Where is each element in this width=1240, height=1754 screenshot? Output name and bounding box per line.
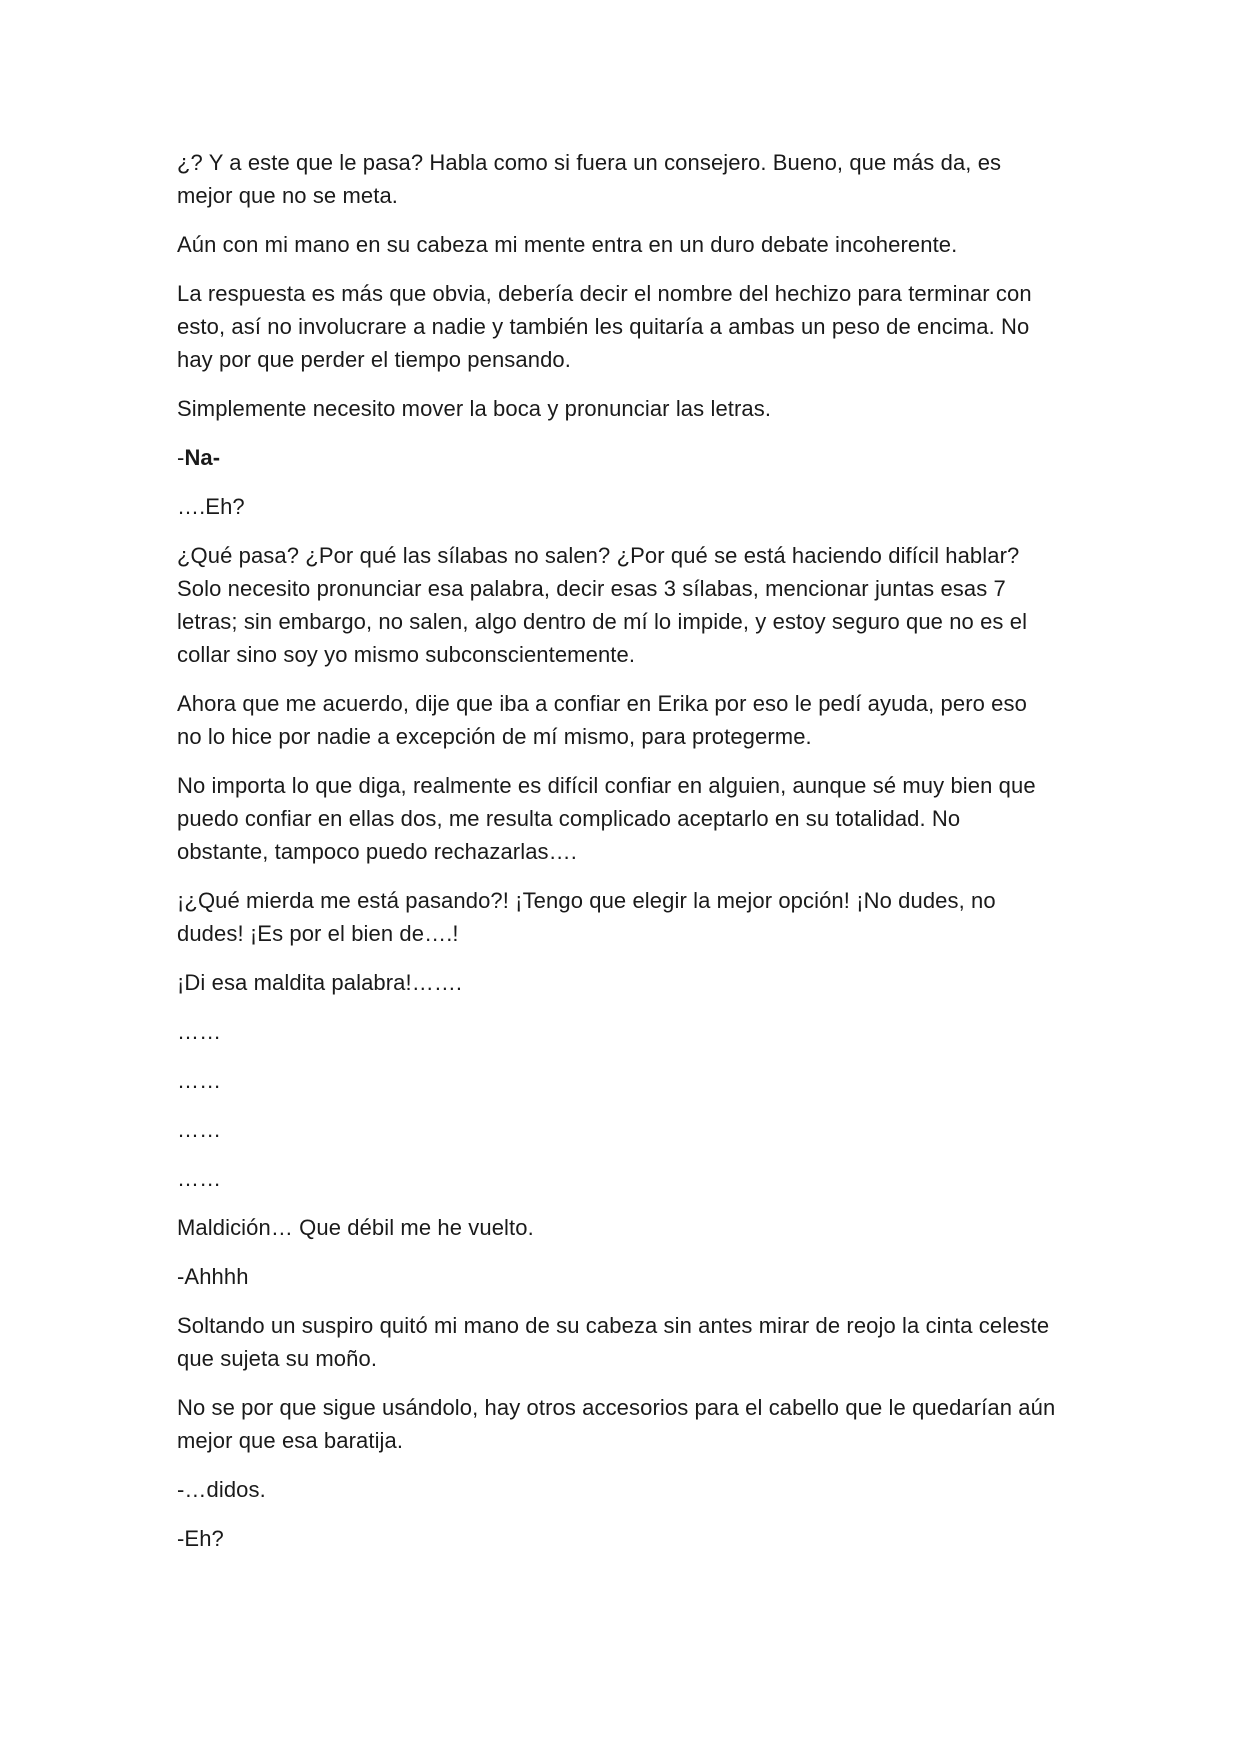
dialogue-line bbox=[177, 441, 1057, 474]
ellipsis-line: …… bbox=[177, 1068, 222, 1093]
paragraph: Soltando un suspiro quitó mi mano de su cabeza sin antes mirar de reojo la cinta celeste que sujeta su moño. bbox=[177, 1313, 1050, 1371]
paragraph: La respuesta es más que obvia, debería decir el nombre del hechizo para terminar con esto, así no involucrare a nadie y también les quitaría a ambas un peso de encima. No hay por que perder el tiempo pensando. bbox=[177, 281, 1032, 372]
document-body bbox=[177, 146, 1057, 1571]
paragraph: ¡¿Qué mierda me está pasando?! ¡Tengo que elegir la mejor opción! ¡No dudes, no dudes! ¡Es por el bien de….! bbox=[177, 888, 996, 946]
dialogue-line: -Ahhhh bbox=[177, 1264, 249, 1289]
paragraph: ¡Di esa maldita palabra!……. bbox=[177, 970, 463, 995]
ellipsis-line: …… bbox=[177, 1019, 222, 1044]
paragraph: No se por que sigue usándolo, hay otros accesorios para el cabello que le quedarían aún mejor que esa baratija. bbox=[177, 1395, 1056, 1453]
paragraph: Ahora que me acuerdo, dije que iba a confiar en Erika por eso le pedí ayuda, pero eso no lo hice por nadie a excepción de mí mismo, para protegerme. bbox=[177, 691, 1027, 749]
paragraph: Maldición… Que débil me he vuelto. bbox=[177, 1215, 534, 1240]
dialogue-line: -…didos. bbox=[177, 1477, 266, 1502]
dash-prefix: - bbox=[177, 445, 185, 470]
paragraph: ¿? Y a este que le pasa? Habla como si fuera un consejero. Bueno, que más da, es mejor que no se meta. bbox=[177, 150, 1002, 208]
dialogue-line: -Eh? bbox=[177, 1526, 224, 1551]
paragraph: No importa lo que diga, realmente es difícil confiar en alguien, aunque sé muy bien que puedo confiar en ellas dos, me resulta complicado aceptarlo en su totalidad. No obstante, tampoco puedo rechazarlas…. bbox=[177, 773, 1036, 864]
paragraph: Aún con mi mano en su cabeza mi mente entra en un duro debate incoherente. bbox=[177, 232, 958, 257]
bold-dialogue: Na- bbox=[184, 445, 221, 470]
ellipsis-line: …… bbox=[177, 1117, 222, 1142]
ellipsis-line: …… bbox=[177, 1166, 222, 1191]
paragraph: ¿Qué pasa? ¿Por qué las sílabas no salen? ¿Por qué se está haciendo difícil hablar? Solo necesito pronunciar esa palabra, decir esas 3 sílabas, mencionar juntas esas 7 letras; sin embargo, no salen, algo dentro de mí lo impide, y estoy seguro que no es el collar sino soy yo mismo subconscientemente. bbox=[177, 543, 1028, 667]
paragraph: Simplemente necesito mover la boca y pronunciar las letras. bbox=[177, 396, 772, 421]
paragraph: ….Eh? bbox=[177, 494, 245, 519]
